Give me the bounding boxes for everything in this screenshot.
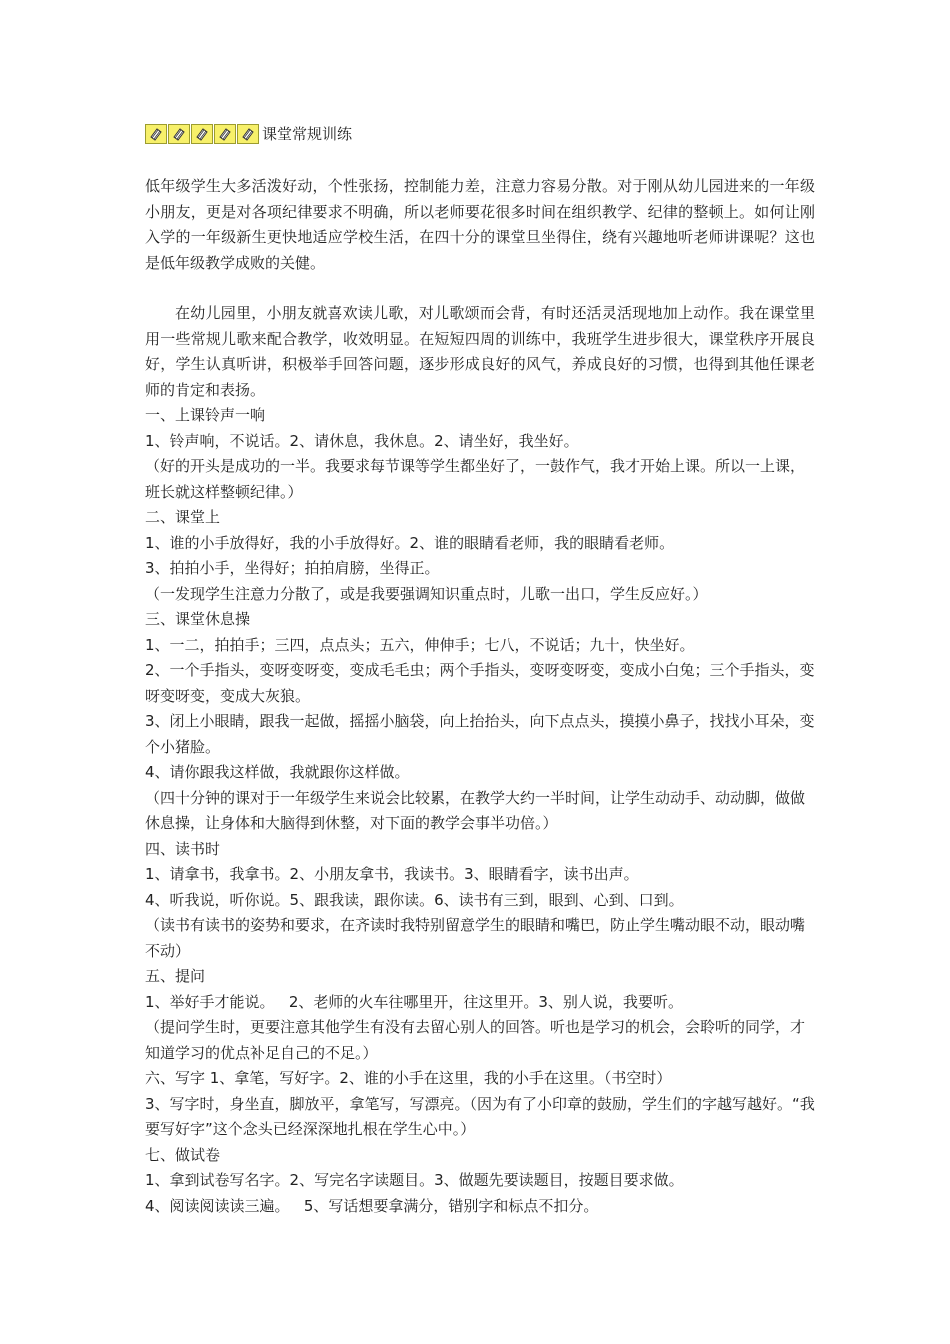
section-heading: 二、课堂上 <box>145 508 221 526</box>
title-row <box>145 122 815 146</box>
section-line: 1、谁的小手放得好，我的小手放得好。2、谁的眼睛看老师，我的眼睛看老师。 <box>145 533 675 552</box>
icon-strip <box>145 124 260 144</box>
section-line: 4、听我说，听你说。5、跟我读，跟你读。6、读书有三到，眼到、心到、口到。 <box>145 890 684 909</box>
intro-paragraph-1: 低年级学生大多活泼好动，个性张扬，控制能力差，注意力容易分散。对于刚从幼儿园进来的一年级小朋友，更是对各项纪律要求不明确，所以老师要花很多时间在组织教学、纪律的整顿上。如何让刚入学的一年级新生更快地适应学校生活，在四十分的课堂旦坐得住，绕有兴趣地听老师讲课呢？这也是低年级教学成败的关健。 <box>145 177 815 272</box>
section-line: （四十分钟的课对于一年级学生来说会比较累，在教学大约一半时间，让学生动动手、动动脚，做做休息操，让身体和大脑得到休整，对下面的教学会事半功倍。） <box>145 788 806 832</box>
section-heading: 一、上课铃声一响 <box>145 406 266 424</box>
section-heading: 四、读书时 <box>145 839 221 858</box>
section-line: 1、请拿书，我拿书。2、小朋友拿书，我读书。3、眼睛看字，读书出声。 <box>145 865 639 883</box>
section-heading: 三、课堂休息操 <box>145 610 251 628</box>
section-line: 4、阅读阅读读三遍。 5、写话想要拿满分，错别字和标点不扣分。 <box>145 1196 599 1215</box>
section-line: （好的开头是成功的一半。我要求每节课等学生都坐好了，一鼓作气，我才开始上课。所以一上课，班长就这样整顿纪律。） <box>145 457 806 501</box>
section-line: 1、一二，拍拍手；三四，点点头；五六，伸伸手；七八，不说话；九十，快坐好。 <box>145 635 695 654</box>
section-line: 4、请你跟我这样做，我就跟你这样做。 <box>145 763 410 781</box>
section-line: 1、铃声响，不说话。2、请休息，我休息。2、请坐好，我坐好。 <box>145 431 579 450</box>
book-icon <box>214 124 236 144</box>
intro-paragraph-2: 在幼儿园里，小朋友就喜欢读儿歌，对儿歌颂而会背，有时还活灵活现地加上动作。我在课堂里用一些常规儿歌来配合教学，收效明显。在短短四周的训练中，我班学生进步很大，课堂秩序开展良好，学生认真听讲，积极举手回答问题，逐步形成良好的风气，养成良好的习惯，也得到其他任课老师的肯定和表扬。 <box>145 304 815 399</box>
section-line: 3、写字时，身坐直，脚放平，拿笔写，写漂亮。（因为有了小印章的鼓励，学生们的字越写越好。“我要写好字”这个念头已经深深地扎根在学生心中。） <box>145 1094 815 1138</box>
section-heading: 五、提问 <box>145 967 206 985</box>
section-line: 1、拿到试卷写名字。2、写完名字读题目。3、做题先要读题目，按题目要求做。 <box>145 1171 684 1189</box>
section-line: 六、写字 1、拿笔，写好字。2、谁的小手在这里，我的小手在这里。（书空时） <box>145 1069 672 1087</box>
paragraph-spacer <box>145 276 815 301</box>
book-icon <box>191 124 213 144</box>
book-icon <box>168 124 190 144</box>
book-icon <box>237 124 259 144</box>
section-line: （提问学生时，更要注意其他学生有没有去留心别人的回答。听也是学习的机会，会聆听的同学，才知道学习的优点补足自己的不足。） <box>145 1018 806 1062</box>
section-line: 1、举好手才能说。 2、老师的火车往哪里开，往这里开。3、别人说，我要听。 <box>145 992 683 1011</box>
section-line: 3、拍拍小手，坐得好；拍拍肩膀，坐得正。 <box>145 559 440 577</box>
sections-container <box>145 403 815 1219</box>
page-title: 课堂常规训练 <box>262 125 353 143</box>
document-page <box>145 122 815 1219</box>
book-icon <box>145 124 167 144</box>
section-line: （读书有读书的姿势和要求，在齐读时我特别留意学生的眼睛和嘴巴，防止学生嘴动眼不动，眼动嘴不动） <box>145 916 806 960</box>
section-line: 3、闭上小眼睛，跟我一起做，摇摇小脑袋，向上抬抬头，向下点点头，摸摸小鼻子，找找小耳朵，变个小猪脸。 <box>145 712 815 756</box>
section-line: （一发现学生注意力分散了，或是我要强调知识重点时，儿歌一出口，学生反应好。） <box>145 584 708 603</box>
section-heading: 七、做试卷 <box>145 1145 221 1164</box>
section-line: 2、一个手指头，变呀变呀变，变成毛毛虫；两个手指头，变呀变呀变，变成小白兔；三个手指头，变呀变呀变，变成大灰狼。 <box>145 661 815 705</box>
